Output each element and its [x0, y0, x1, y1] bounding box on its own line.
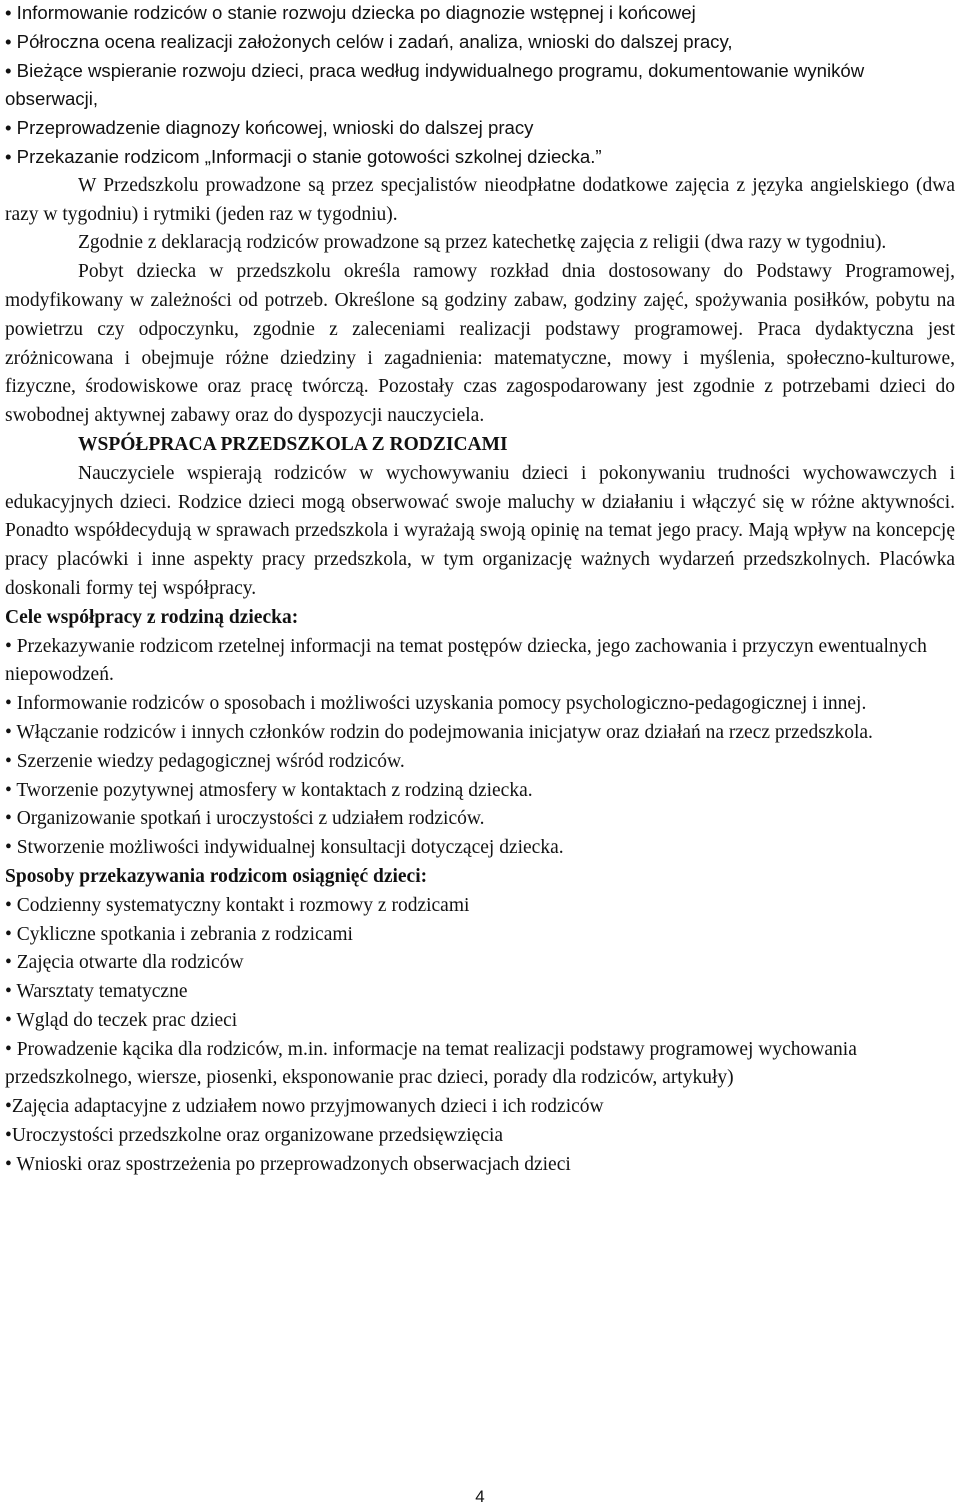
list-item: • Stworzenie możliwości indywidualnej konsultacji dotyczącej dziecka.	[5, 837, 564, 859]
paragraph-extra-classes: W Przedszkolu prowadzone są przez specjalistów nieodpłatne dodatkowe zajęcia z języka angielskiego (dwa razy w tygodniu) i rytmiki (jeden raz w tygodniu).	[5, 174, 955, 225]
list-item: • Zajęcia otwarte dla rodziców	[5, 952, 244, 974]
top-bullet-list	[5, 0, 955, 172]
list-item: •Uroczystości przedszkolne oraz organizowane przedsięwzięcia	[5, 1125, 504, 1147]
page-number: 4	[475, 1487, 485, 1506]
list-item: • Organizowanie spotkań i uroczystości z udziałem rodziców.	[5, 808, 485, 830]
document-page	[5, 0, 955, 1180]
list-item: •Zajęcia adaptacyjne z udziałem nowo przyjmowanych dzieci i ich rodziców	[5, 1096, 604, 1118]
paragraph-daily-schedule: Pobyt dziecka w przedszkolu określa ramowy rozkład dnia dostosowany do Podstawy Programowej, modyfikowany w zależności od potrzeb. Określone są godziny zabaw, godziny zajęć, spożywania posiłków, pobytu na powietrzu czy odpoczynku, zgodnie z zaleceniami realizacji podstawy programowej. Praca dydaktyczna jest zróżnicowana i obejmuje różne dziedziny i zagadnienia: matematyczne, mowy i myślenia, społeczno-kulturowe, fizyczne, środowiskowe oraz pracę twórczą. Pozostały czas zagospodarowany jest zgodnie z potrzebami dzieci do swobodnej aktywnej zabawy oraz do dyspozycji nauczyciela.	[5, 261, 955, 427]
list-item: • Wgląd do teczek prac dzieci	[5, 1009, 238, 1031]
list-item: • Półroczna ocena realizacji założonych celów i zadań, analiza, wnioski do dalszej pracy,	[5, 30, 733, 52]
list-item: • Tworzenie pozytywnej atmosfery w kontaktach z rodziną dziecka.	[5, 779, 533, 801]
goals-list	[5, 633, 955, 863]
list-item: • Prowadzenie kącika dla rodziców, m.in. informacje na temat realizacji podstawy programowej wychowania przedszkolnego, wiersze, piosenki, eksponowanie prac dzieci, porady dla rodziców, artykuły)	[5, 1038, 857, 1089]
list-item: • Wnioski oraz spostrzeżenia po przeprowadzonych obserwacjach dzieci	[5, 1153, 571, 1175]
list-item: • Przeprowadzenie diagnozy końcowej, wnioski do dalszej pracy	[5, 117, 534, 139]
goals-heading: Cele współpracy z rodziną dziecka:	[5, 606, 299, 628]
paragraph-religion: Zgodnie z deklaracją rodziców prowadzone są przez katechetkę zajęcia z religii (dwa razy w tygodniu).	[78, 232, 887, 254]
list-item: • Bieżące wspieranie rozwoju dzieci, praca według indywidualnego programu, dokumentowanie wyników obserwacji,	[5, 59, 865, 110]
list-item: • Włączanie rodziców i innych członków rodzin do podejmowania inicjatyw oraz działań na rzecz przedszkola.	[5, 721, 873, 743]
list-item: • Przekazywanie rodzicom rzetelnej informacji na temat postępów dziecka, jego zachowania i przyczyn ewentualnych niepowodzeń.	[5, 635, 927, 686]
list-item: • Warsztaty tematyczne	[5, 981, 188, 1003]
list-item: • Informowanie rodziców o stanie rozwoju dziecka po diagnozie wstępnej i końcowej	[5, 2, 696, 23]
list-item: • Przekazanie rodzicom „Informacji o stanie gotowości szkolnej dziecka.”	[5, 145, 602, 167]
list-item: • Informowanie rodziców o sposobach i możliwości uzyskania pomocy psychologiczno-pedagogicznej i innej.	[5, 693, 867, 715]
section-title: WSPÓŁPRACA PRZEDSZKOLA Z RODZICAMI	[78, 433, 508, 455]
list-item: • Szerzenie wiedzy pedagogicznej wśród rodziców.	[5, 750, 405, 772]
paragraph-cooperation-intro: Nauczyciele wspierają rodziców w wychowywaniu dzieci i pokonywaniu trudności wychowawczych i edukacyjnych dzieci. Rodzice dzieci mogą obserwować swoje maluchy w działaniu i włączyć się w różne aktywności. Ponadto współdecydują w sprawach przedszkola i wyrażają swoją opinię na temat jego pracy. Mają wpływ na koncepcję pracy placówki i inne aspekty pracy przedszkola, w tym organizację ważnych wydarzeń przedszkolnych. Placówka doskonali formy tej współpracy.	[5, 462, 955, 599]
list-item: • Cykliczne spotkania i zebrania z rodzicami	[5, 923, 353, 945]
methods-list	[5, 892, 955, 1180]
list-item: • Codzienny systematyczny kontakt i rozmowy z rodzicami	[5, 894, 470, 916]
methods-heading: Sposoby przekazywania rodzicom osiągnięć dzieci:	[5, 865, 428, 887]
